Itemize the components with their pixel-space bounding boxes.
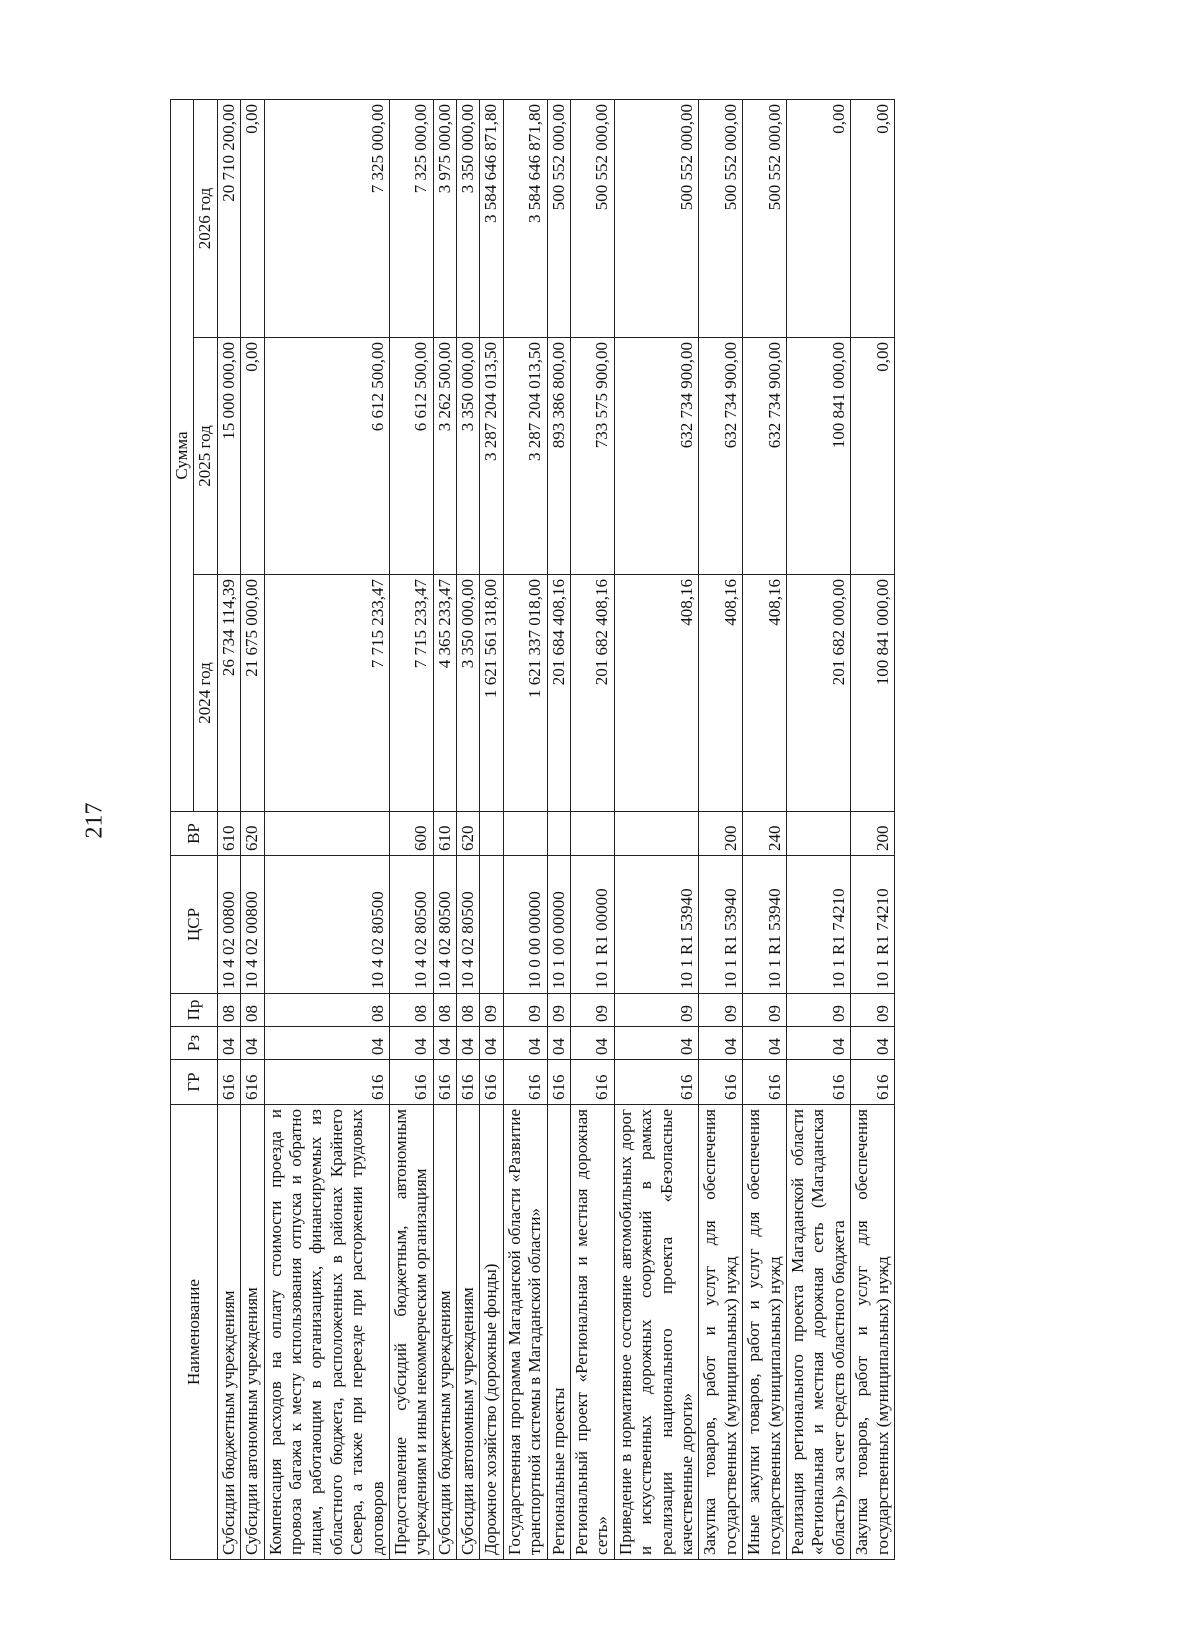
table-header — [171, 100, 218, 1560]
cell-y2025: 733 575 900,00 — [571, 338, 615, 575]
header-pr: Пр — [171, 994, 218, 1027]
cell-y2025: 632 734 900,00 — [699, 338, 743, 575]
cell-vr: 610 — [433, 812, 456, 856]
cell-y2024: 26 734 114,39 — [217, 575, 240, 812]
cell-rz: 04 — [851, 1027, 895, 1060]
table-row — [457, 100, 480, 1560]
cell-csr: 10 4 02 80500 — [264, 856, 389, 994]
cell-name: Приведение в нормативное состояние автомобильных дорог и искусственных дорожных сооружений в рамках реализации национального проекта «Безопасные качественные дороги» — [614, 1105, 699, 1560]
cell-y2026: 7 325 000,00 — [264, 100, 389, 338]
table-row — [614, 100, 699, 1560]
header-name: Наименование — [171, 1105, 218, 1560]
cell-pr: 08 — [241, 994, 264, 1027]
table-row — [547, 100, 570, 1560]
cell-y2025: 632 734 900,00 — [743, 338, 787, 575]
cell-pr: 09 — [786, 994, 850, 1027]
cell-rz: 04 — [241, 1027, 264, 1060]
cell-csr: 10 0 00 00000 — [503, 856, 547, 994]
cell-pr: 09 — [503, 994, 547, 1027]
cell-rz: 04 — [480, 1027, 503, 1060]
cell-csr — [480, 856, 503, 994]
cell-vr: 620 — [457, 812, 480, 856]
cell-y2024: 7 715 233,47 — [389, 575, 433, 812]
cell-y2026: 0,00 — [786, 100, 850, 338]
table-row — [743, 100, 787, 1560]
cell-csr: 10 1 00 00000 — [547, 856, 570, 994]
cell-y2024: 408,16 — [614, 575, 699, 812]
header-year-2024: 2024 год — [194, 575, 217, 812]
cell-y2024: 4 365 233,47 — [433, 575, 456, 812]
page-number-text: 217 — [81, 802, 108, 838]
header-rz: Рз — [171, 1027, 218, 1060]
table-body — [217, 100, 894, 1560]
cell-name: Субсидии бюджетным учреждениям — [433, 1105, 456, 1560]
cell-y2025: 15 000 000,00 — [217, 338, 240, 575]
table-row — [433, 100, 456, 1560]
cell-y2026: 500 552 000,00 — [571, 100, 615, 338]
cell-csr: 10 4 02 80500 — [457, 856, 480, 994]
cell-name: Региональные проекты — [547, 1105, 570, 1560]
cell-y2024: 201 684 408,16 — [547, 575, 570, 812]
cell-gr: 616 — [217, 1060, 240, 1105]
cell-csr: 10 1 R1 74210 — [851, 856, 895, 994]
table-row — [480, 100, 503, 1560]
cell-y2026: 3 584 646 871,80 — [503, 100, 547, 338]
cell-rz: 04 — [264, 1027, 389, 1060]
cell-y2025: 0,00 — [241, 338, 264, 575]
cell-csr: 10 1 R1 53940 — [743, 856, 787, 994]
cell-y2026: 7 325 000,00 — [389, 100, 433, 338]
cell-y2024: 21 675 000,00 — [241, 575, 264, 812]
cell-name: Дорожное хозяйство (дорожные фонды) — [480, 1105, 503, 1560]
cell-rz: 04 — [743, 1027, 787, 1060]
cell-y2024: 100 841 000,00 — [851, 575, 895, 812]
cell-vr: 610 — [217, 812, 240, 856]
cell-y2026: 3 584 646 871,80 — [480, 100, 503, 338]
cell-rz: 04 — [389, 1027, 433, 1060]
header-year-2026: 2026 год — [194, 100, 217, 338]
cell-rz: 04 — [457, 1027, 480, 1060]
table-row — [389, 100, 433, 1560]
cell-name: Предоставление субсидий бюджетным, автономным учреждениям и иным некоммерческим организациям — [389, 1105, 433, 1560]
cell-y2026: 500 552 000,00 — [699, 100, 743, 338]
cell-rz: 04 — [786, 1027, 850, 1060]
cell-vr: 620 — [241, 812, 264, 856]
cell-name: Государственная программа Магаданской области «Развитие транспортной системы в Магаданской области» — [503, 1105, 547, 1560]
cell-vr: 200 — [699, 812, 743, 856]
cell-gr: 616 — [389, 1060, 433, 1105]
cell-name: Субсидии автономным учреждениям — [457, 1105, 480, 1560]
cell-csr: 10 1 R1 53940 — [699, 856, 743, 994]
cell-y2024: 408,16 — [699, 575, 743, 812]
cell-y2026: 3 975 000,00 — [433, 100, 456, 338]
cell-y2025: 6 612 500,00 — [389, 338, 433, 575]
cell-y2024: 7 715 233,47 — [264, 575, 389, 812]
cell-vr — [480, 812, 503, 856]
cell-gr: 616 — [571, 1060, 615, 1105]
cell-gr: 616 — [699, 1060, 743, 1105]
cell-rz: 04 — [433, 1027, 456, 1060]
cell-csr: 10 1 R1 53940 — [614, 856, 699, 994]
cell-csr: 10 1 R1 00000 — [571, 856, 615, 994]
cell-vr: 240 — [743, 812, 787, 856]
cell-gr: 616 — [503, 1060, 547, 1105]
cell-pr: 08 — [457, 994, 480, 1027]
cell-rz: 04 — [571, 1027, 615, 1060]
cell-name: Иные закупки товаров, работ и услуг для обеспечения государственных (муниципальных) нужд — [743, 1105, 787, 1560]
header-vr: ВР — [171, 812, 218, 856]
cell-pr: 09 — [614, 994, 699, 1027]
cell-name: Закупка товаров, работ и услуг для обеспечения государственных (муниципальных) нужд — [851, 1105, 895, 1560]
rotated-table-wrapper — [170, 100, 1090, 1560]
cell-gr: 616 — [241, 1060, 264, 1105]
cell-gr: 616 — [851, 1060, 895, 1105]
cell-rz: 04 — [547, 1027, 570, 1060]
cell-name: Региональный проект «Региональная и местная дорожная сеть» — [571, 1105, 615, 1560]
header-gr: ГР — [171, 1060, 218, 1105]
cell-csr: 10 4 02 00800 — [217, 856, 240, 994]
cell-gr: 616 — [547, 1060, 570, 1105]
cell-vr — [547, 812, 570, 856]
cell-pr: 09 — [571, 994, 615, 1027]
table-row — [503, 100, 547, 1560]
header-year-2025: 2025 год — [194, 338, 217, 575]
cell-pr: 08 — [217, 994, 240, 1027]
header-row — [171, 100, 194, 1560]
cell-pr: 08 — [264, 994, 389, 1027]
cell-pr: 09 — [699, 994, 743, 1027]
cell-pr: 09 — [547, 994, 570, 1027]
cell-csr: 10 4 02 80500 — [433, 856, 456, 994]
cell-gr: 616 — [433, 1060, 456, 1105]
header-sum: Сумма — [171, 100, 194, 812]
cell-y2025: 100 841 000,00 — [786, 338, 850, 575]
cell-name: Субсидии бюджетным учреждениям — [217, 1105, 240, 1560]
cell-y2026: 3 350 000,00 — [457, 100, 480, 338]
cell-y2024: 3 350 000,00 — [457, 575, 480, 812]
cell-rz: 04 — [503, 1027, 547, 1060]
cell-rz: 04 — [614, 1027, 699, 1060]
cell-csr: 10 4 02 80500 — [389, 856, 433, 994]
cell-y2025: 6 612 500,00 — [264, 338, 389, 575]
cell-y2025: 3 287 204 013,50 — [480, 338, 503, 575]
table-row — [571, 100, 615, 1560]
cell-name: Субсидии автономным учреждениям — [241, 1105, 264, 1560]
cell-y2024: 201 682 408,16 — [571, 575, 615, 812]
cell-rz: 04 — [699, 1027, 743, 1060]
cell-csr: 10 4 02 00800 — [241, 856, 264, 994]
table-row — [217, 100, 240, 1560]
cell-gr: 616 — [743, 1060, 787, 1105]
cell-name: Компенсация расходов на оплату стоимости проезда и провоза багажа к месту использования отпуска и обратно лицам, работающим в организациях, финансируемых из областного бюджета, расположенных в районах Крайнего Севера, а также при переезде при расторжении трудовых договоров — [264, 1105, 389, 1560]
cell-y2026: 20 710 200,00 — [217, 100, 240, 338]
cell-y2024: 1 621 337 018,00 — [503, 575, 547, 812]
cell-gr: 616 — [786, 1060, 850, 1105]
cell-y2026: 0,00 — [241, 100, 264, 338]
cell-y2026: 500 552 000,00 — [547, 100, 570, 338]
page-number — [75, 785, 115, 855]
cell-name: Реализация регионального проекта Магаданской области «Региональная и местная дорожная сеть (Магаданская область)» за счет средств областного бюджета — [786, 1105, 850, 1560]
table-row — [851, 100, 895, 1560]
cell-pr: 09 — [480, 994, 503, 1027]
cell-y2025: 0,00 — [851, 338, 895, 575]
table-row — [786, 100, 850, 1560]
cell-csr: 10 1 R1 74210 — [786, 856, 850, 994]
cell-y2024: 408,16 — [743, 575, 787, 812]
cell-y2026: 0,00 — [851, 100, 895, 338]
cell-vr — [786, 812, 850, 856]
budget-table — [170, 99, 895, 1560]
cell-gr: 616 — [480, 1060, 503, 1105]
table-row — [241, 100, 264, 1560]
table-row — [264, 100, 389, 1560]
cell-vr — [614, 812, 699, 856]
cell-pr: 09 — [851, 994, 895, 1027]
cell-gr: 616 — [457, 1060, 480, 1105]
cell-name: Закупка товаров, работ и услуг для обеспечения государственных (муниципальных) нужд — [699, 1105, 743, 1560]
cell-y2025: 632 734 900,00 — [614, 338, 699, 575]
cell-y2024: 1 621 561 318,00 — [480, 575, 503, 812]
cell-gr: 616 — [264, 1060, 389, 1105]
cell-y2025: 3 287 204 013,50 — [503, 338, 547, 575]
cell-y2026: 500 552 000,00 — [614, 100, 699, 338]
cell-pr: 09 — [743, 994, 787, 1027]
cell-gr: 616 — [614, 1060, 699, 1105]
cell-pr: 08 — [433, 994, 456, 1027]
cell-rz: 04 — [217, 1027, 240, 1060]
cell-vr — [264, 812, 389, 856]
cell-vr: 600 — [389, 812, 433, 856]
cell-vr — [571, 812, 615, 856]
cell-y2026: 500 552 000,00 — [743, 100, 787, 338]
cell-y2025: 3 262 500,00 — [433, 338, 456, 575]
cell-y2025: 3 350 000,00 — [457, 338, 480, 575]
cell-y2024: 201 682 000,00 — [786, 575, 850, 812]
cell-vr: 200 — [851, 812, 895, 856]
cell-pr: 08 — [389, 994, 433, 1027]
table-row — [699, 100, 743, 1560]
header-csr: ЦСР — [171, 856, 218, 994]
cell-y2025: 893 386 800,00 — [547, 338, 570, 575]
cell-vr — [503, 812, 547, 856]
